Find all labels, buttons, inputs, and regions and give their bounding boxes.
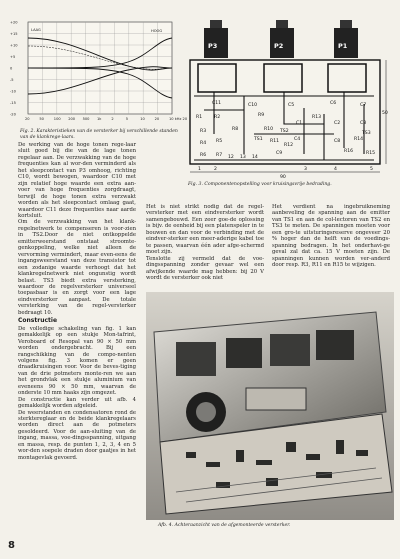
x-tick-label: 50 — [39, 117, 44, 121]
col1-paragraph-4: De constructie kan verder uit afb. 4 gemakkelijk worden afgeleid. — [18, 396, 136, 410]
col1-paragraph-5: De weerstanden en condensatoren rond de sterktereglaar en de beide klankregelaars worden direct aan de potmeters gesoldeerd. Voor de aan-sluiting van de ingang, massa, voe-dingsspanning, uitgang en massa, resp. de punten 1, 2, 3, 4 en 5 wor-den soepele draden door gaatjes in het montagevlak gevoerd. — [18, 409, 136, 461]
component-label: R6 — [200, 153, 207, 158]
component-label: 12 — [228, 155, 234, 160]
component-label: C10 — [248, 103, 258, 108]
component-label: 13 — [240, 155, 246, 160]
component-label: C5 — [288, 103, 295, 108]
label-p1: P1 — [338, 42, 348, 50]
amplifier-photo-image — [146, 292, 394, 520]
x-tick-label: 200 — [68, 117, 76, 121]
component-label: 5 — [370, 167, 373, 172]
component-label: R5 — [216, 139, 223, 144]
column-3 — [272, 204, 390, 269]
x-tick-label: 1k — [97, 117, 102, 121]
dim-height: 50 — [382, 111, 388, 116]
col1-paragraph-1: De werking van de hoge tonen rege-laar sluit goed bij die van de lage tonen regelaar aan. De verzwakking van de hoge frequenties kan al wor-den verminderd als het sleepcontact van P3 omhoog, richting C10, wordt bewogen, waardoor C10 met zijn relatief hoge waarde een extra aan-voer van hoge frequenties zorgdraagt, terwijl de hoge tonen extra verzwakt worden als het sleepcontact omlaag gaat, waardoor C11 deze frequenties naar aarde kortsluit. — [18, 142, 136, 219]
y-tick-label: -10 — [10, 89, 16, 94]
component-label: C9 — [276, 151, 283, 156]
component-label: C7 — [360, 103, 367, 108]
pot-p2 — [270, 20, 294, 58]
col1-paragraph-2: Om de verzwakking van het klank-regelnetwerk te compenseren is voor-zien in TS2.Door de niet ontkoppelde emitterweerstand ontstaat stroomte-genkoppeling, welke niet alleen de vervorming vermindert, maar even-eens de ingangsweerstand van deze transistor tot een zodanige waarde verhoogt dat het klankregelnetwerk niet ongunstig wordt belast. TS3 biedt extra versterking, waardoor de regelversterker universeel toepasbaar is en zorgt voor een lage eindversterker aanpast. De totale versterking van de regel-versterker bedraagt 10. — [18, 219, 136, 316]
x-tick-label: 20 — [25, 117, 30, 121]
component-label: R3 — [200, 129, 207, 134]
pot-p3 — [204, 20, 228, 58]
component-layout-diagram — [184, 14, 394, 180]
component-label: R8 — [232, 127, 239, 132]
photo-caption: Afb. 4. Achteraanzicht van de afgemonteerde versterker. — [158, 523, 291, 528]
component-label: R13 — [312, 115, 322, 120]
component-label: 3 — [304, 167, 307, 172]
x-tick-label: 500 — [82, 117, 90, 121]
section-heading: Constructie — [18, 317, 58, 325]
y-tick-label: +20 — [10, 20, 18, 25]
col2-paragraph-2: Tenslotte zij vermeld dat de voe-dingsspanning zonder gevaar wel een afwijkende waarde mag hebben: bij 20 V wordt de versterker ook niet — [146, 255, 264, 281]
component-label: C2 — [334, 121, 341, 126]
x-tick-label: 5 — [125, 117, 129, 121]
fig3-caption: Fig. 3. Componentenopstelling voor kruisingsvrije bedrading. — [188, 182, 332, 187]
component-label: R9 — [258, 113, 265, 118]
x-tick-label: 2 — [111, 117, 114, 121]
column-2 — [146, 204, 264, 281]
page-number: 8 — [8, 540, 15, 551]
x-tick-label: 20 — [154, 117, 160, 121]
component-label: R14 — [354, 137, 364, 142]
component-label: R16 — [344, 149, 354, 154]
col3-paragraph-1: Het verdient na ingebruikneming aanbeveling de spanning aan de emitter van TS1 en aan de col-lectoren van TS2 en TS3 te meten. De spanningen moeten voor een gro-te uitsturingsreserve ongeveer 20 % hoger dan de helft van de voedings-spanning bedragen. In het onderhavi-ge geval zal dat ca. 15 V moeten zijn. De spanningen kunnen worden ver-anderd door resp. R3, R11 en R15 te wijzigen. — [272, 204, 390, 269]
pot-p1 — [334, 20, 358, 58]
y-tick-label: -20 — [10, 112, 16, 117]
amplifier-photo — [146, 292, 394, 520]
component-label: R2 — [214, 115, 221, 120]
dim-width: 90 — [280, 175, 286, 180]
component-label: 4 — [334, 167, 337, 172]
component-label: R1 — [196, 115, 203, 120]
label-p3: P3 — [208, 42, 218, 50]
component-label: C11 — [212, 101, 222, 106]
component-label: TS1 — [254, 137, 263, 142]
label-p2: P2 — [274, 42, 284, 50]
component-label: C4 — [294, 137, 301, 142]
y-tick-label: -5 — [10, 77, 14, 82]
col1-paragraph-3: De volledige schakeling van fig. 1 kan gemakkelijk op een stukje Mon-tafrint, Veroboard of Resopal van 90 × 50 mm worden ondergebracht. Bij een rangschikking van de compo-nenten volgens fig. 3 komen er geen draadkruisingen voor. Voor de beves-tiging van de drie potmeters monte-ren we aan het grondvlak een stukje aluminium van eveneens 90 × 50 mm, waarvan de onderste 10 mm haaks zijn omgezet. — [18, 325, 136, 397]
component-label: TS2 — [280, 129, 289, 134]
component-label: R12 — [284, 143, 294, 148]
fig2-chart — [8, 18, 188, 128]
fig2-caption: Fig. 2. Karakteristieken van de versterker bij verschillende standen van de klankrege-laars. — [20, 129, 178, 140]
label-high: HOOG — [151, 29, 163, 33]
y-tick-label: +15 — [10, 31, 18, 36]
label-low: LAAG — [31, 28, 41, 32]
frequency-response-graph — [8, 18, 188, 128]
x-tick-label: 100 — [53, 117, 61, 121]
component-label: R7 — [216, 153, 223, 158]
component-label: TS3 — [362, 131, 371, 136]
component-label: R4 — [200, 141, 207, 146]
x-tick-label: 10 — [140, 117, 145, 121]
component-label: 14 — [252, 155, 258, 160]
fig3-layout — [184, 14, 394, 180]
y-tick-label: 0 — [10, 66, 13, 71]
component-label: 2 — [214, 167, 217, 172]
y-tick-label: -15 — [10, 100, 16, 105]
component-label: C8 — [334, 139, 341, 144]
y-tick-label: +10 — [10, 43, 18, 48]
x-tick-label: 10 kHz 20 — [169, 117, 188, 121]
component-label: R10 — [264, 127, 274, 132]
component-label: C1 — [296, 121, 303, 126]
column-1 — [18, 142, 136, 461]
col2-paragraph-1: Het is niet strikt nodig dat de regel-versterker met een eindversterker wordt samengebouwd. Een zeer goe-de oplossing is bijv. de eenheid bij een platenspeler in te bouwen en dan voor de verbinding met de eindver-sterker een meer-aderige kabel toe te passen, waarvan één ader afge-schermd moet zijn. — [146, 204, 264, 256]
y-tick-label: +5 — [10, 54, 16, 59]
component-label: C6 — [330, 101, 337, 106]
component-label: R11 — [270, 139, 280, 144]
component-label: C3 — [360, 121, 367, 126]
component-label: R15 — [366, 151, 376, 156]
component-label: 1 — [198, 167, 201, 172]
